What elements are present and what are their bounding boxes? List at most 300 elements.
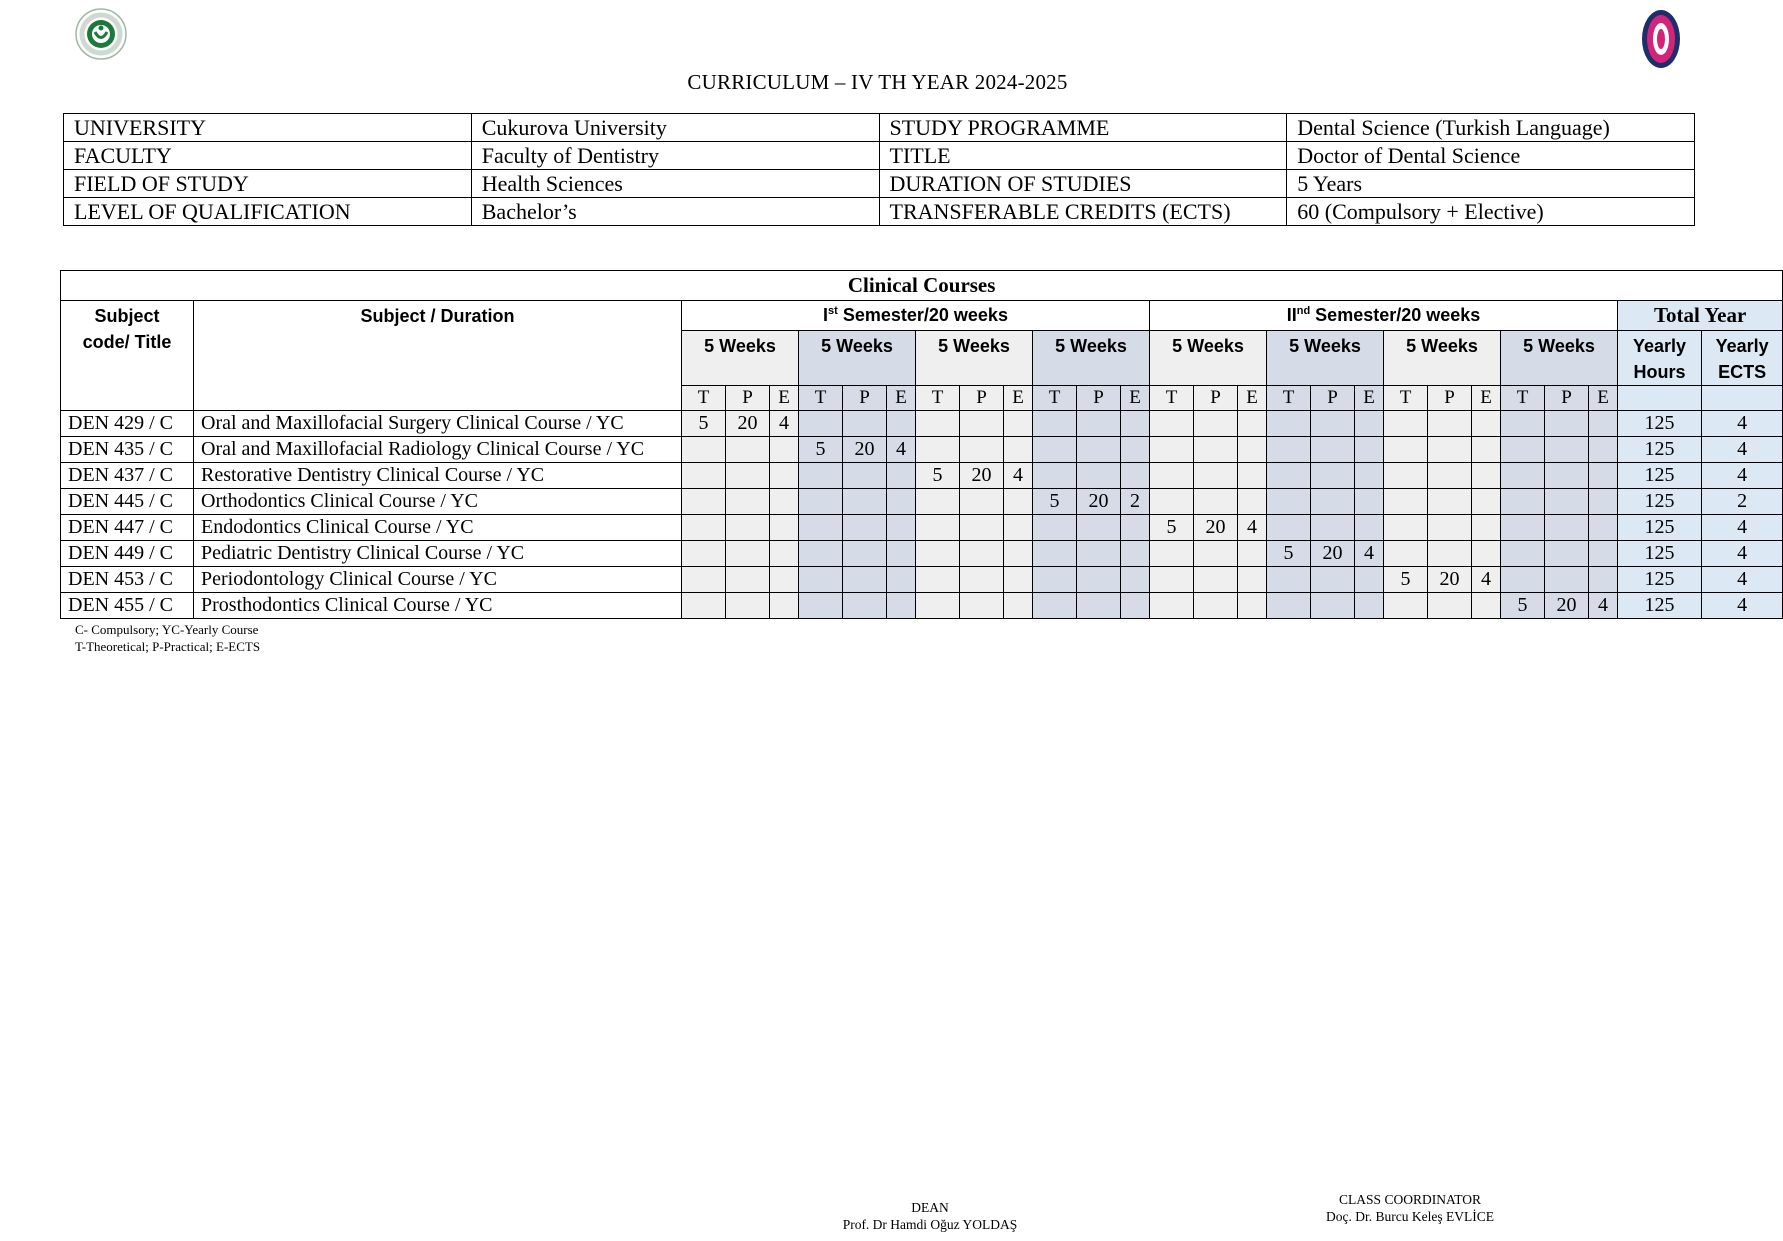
course-p-cell	[1428, 489, 1472, 515]
course-t-cell: 5	[1033, 489, 1077, 515]
tpe-header: P	[726, 386, 770, 411]
course-p-cell	[960, 489, 1004, 515]
course-p-cell	[1545, 489, 1589, 515]
weeks-block-header: 5 Weeks	[1384, 331, 1501, 386]
course-t-cell	[1033, 437, 1077, 463]
course-e-cell	[1121, 541, 1150, 567]
weeks-block-header: 5 Weeks	[799, 331, 916, 386]
course-p-cell	[1194, 489, 1238, 515]
weeks-block-header: 5 Weeks	[1150, 331, 1267, 386]
yearly-ects-cell: 4	[1702, 515, 1783, 541]
course-e-cell: 4	[1355, 541, 1384, 567]
course-t-cell	[1384, 515, 1428, 541]
course-p-cell	[1311, 593, 1355, 619]
tpe-header: P	[1428, 386, 1472, 411]
info-label: FIELD OF STUDY	[64, 170, 472, 198]
course-p-cell	[960, 593, 1004, 619]
course-t-cell	[1501, 411, 1545, 437]
weeks-block-header: 5 Weeks	[1501, 331, 1618, 386]
course-e-cell	[1238, 463, 1267, 489]
course-t-cell	[1267, 411, 1311, 437]
course-e-cell	[1589, 515, 1618, 541]
course-t-cell	[799, 463, 843, 489]
course-e-cell	[1004, 567, 1033, 593]
course-p-cell	[843, 489, 887, 515]
course-e-cell	[1004, 515, 1033, 541]
course-t-cell	[1267, 437, 1311, 463]
tpe-header: E	[770, 386, 799, 411]
tpe-header: E	[1355, 386, 1384, 411]
course-code: DEN 445 / C	[61, 489, 194, 515]
course-name: Oral and Maxillofacial Surgery Clinical Course / YC	[194, 411, 682, 437]
course-p-cell	[1545, 463, 1589, 489]
course-t-cell	[682, 437, 726, 463]
course-p-cell	[960, 567, 1004, 593]
course-p-cell	[1428, 411, 1472, 437]
course-p-cell	[726, 437, 770, 463]
course-p-cell	[1077, 541, 1121, 567]
course-e-cell	[887, 463, 916, 489]
course-p-cell	[843, 411, 887, 437]
course-e-cell	[770, 541, 799, 567]
program-info-table	[63, 113, 1695, 226]
course-t-cell	[1150, 593, 1194, 619]
course-p-cell	[726, 593, 770, 619]
course-p-cell	[1428, 463, 1472, 489]
yearly-ects-cell: 4	[1702, 463, 1783, 489]
info-label: TITLE	[879, 142, 1287, 170]
course-e-cell	[887, 489, 916, 515]
course-row	[61, 593, 1783, 619]
course-p-cell: 20	[1311, 541, 1355, 567]
tpe-header: E	[1589, 386, 1618, 411]
course-t-cell	[1267, 463, 1311, 489]
course-p-cell	[1077, 567, 1121, 593]
course-e-cell: 4	[1472, 567, 1501, 593]
course-p-cell	[960, 437, 1004, 463]
course-p-cell	[1428, 593, 1472, 619]
course-e-cell	[1472, 411, 1501, 437]
yearly-ects-cell: 4	[1702, 437, 1783, 463]
course-row	[61, 567, 1783, 593]
yearly-ects-cell: 4	[1702, 567, 1783, 593]
info-label: DURATION OF STUDIES	[879, 170, 1287, 198]
yearly-hours-cell: 125	[1618, 567, 1702, 593]
info-value: Faculty of Dentistry	[471, 142, 879, 170]
course-t-cell	[1267, 489, 1311, 515]
course-t-cell	[916, 411, 960, 437]
course-p-cell: 20	[1194, 515, 1238, 541]
course-t-cell	[1501, 489, 1545, 515]
course-t-cell	[1384, 463, 1428, 489]
tpe-header: E	[887, 386, 916, 411]
course-t-cell	[1267, 515, 1311, 541]
course-p-cell	[1194, 463, 1238, 489]
course-t-cell	[799, 541, 843, 567]
course-t-cell	[682, 593, 726, 619]
course-e-cell	[1121, 411, 1150, 437]
course-name: Pediatric Dentistry Clinical Course / YC	[194, 541, 682, 567]
course-p-cell: 20	[726, 411, 770, 437]
info-label: LEVEL OF QUALIFICATION	[64, 198, 472, 226]
legend-line-2: T-Theoretical; P-Practical; E-ECTS	[75, 639, 261, 654]
tpe-header: P	[1545, 386, 1589, 411]
course-p-cell: 20	[960, 463, 1004, 489]
course-p-cell: 20	[1545, 593, 1589, 619]
course-t-cell	[1033, 515, 1077, 541]
course-p-cell	[843, 541, 887, 567]
info-row	[64, 114, 1695, 142]
course-code: DEN 447 / C	[61, 515, 194, 541]
course-p-cell	[843, 567, 887, 593]
course-p-cell	[1194, 593, 1238, 619]
course-p-cell	[726, 567, 770, 593]
course-name: Orthodontics Clinical Course / YC	[194, 489, 682, 515]
tpe-header: E	[1121, 386, 1150, 411]
course-t-cell	[916, 515, 960, 541]
course-p-cell	[1311, 411, 1355, 437]
yearly-ects-cell: 2	[1702, 489, 1783, 515]
course-e-cell	[1121, 515, 1150, 541]
course-e-cell	[887, 515, 916, 541]
course-e-cell	[1004, 541, 1033, 567]
info-row	[64, 170, 1695, 198]
course-t-cell	[799, 411, 843, 437]
semester-2-header: IInd Semester/20 weeks	[1150, 301, 1618, 331]
legend-line-1: C- Compulsory; YC-Yearly Course	[75, 622, 259, 637]
course-e-cell	[1355, 593, 1384, 619]
tpe-header-blank	[1702, 386, 1783, 411]
course-e-cell	[1238, 437, 1267, 463]
tpe-header: E	[1238, 386, 1267, 411]
course-name: Restorative Dentistry Clinical Course / YC	[194, 463, 682, 489]
course-t-cell	[1384, 489, 1428, 515]
course-p-cell	[1428, 515, 1472, 541]
tpe-header: P	[1194, 386, 1238, 411]
course-e-cell	[770, 437, 799, 463]
tpe-header: T	[916, 386, 960, 411]
course-e-cell	[1004, 593, 1033, 619]
yearly-hours-cell: 125	[1618, 437, 1702, 463]
coordinator-role: CLASS COORDINATOR	[1339, 1192, 1481, 1207]
course-e-cell	[1589, 567, 1618, 593]
course-t-cell: 5	[682, 411, 726, 437]
subject-code-header: Subject code/ Title	[61, 301, 194, 411]
course-row	[61, 437, 1783, 463]
course-e-cell	[1355, 411, 1384, 437]
course-e-cell: 2	[1121, 489, 1150, 515]
course-e-cell	[1355, 489, 1384, 515]
course-e-cell	[1004, 437, 1033, 463]
course-t-cell	[916, 567, 960, 593]
course-e-cell	[1589, 463, 1618, 489]
course-e-cell	[1238, 411, 1267, 437]
course-t-cell: 5	[1501, 593, 1545, 619]
coordinator-name: Doç. Dr. Burcu Keleş EVLİCE	[1326, 1209, 1494, 1224]
course-row	[61, 411, 1783, 437]
info-label: FACULTY	[64, 142, 472, 170]
info-value: 60 (Compulsory + Elective)	[1287, 198, 1695, 226]
course-p-cell	[843, 593, 887, 619]
course-t-cell	[916, 489, 960, 515]
course-e-cell	[887, 567, 916, 593]
faculty-seal-logo	[1640, 8, 1682, 70]
course-t-cell	[1150, 567, 1194, 593]
course-t-cell	[916, 593, 960, 619]
course-t-cell: 5	[1267, 541, 1311, 567]
course-p-cell	[1077, 515, 1121, 541]
course-code: DEN 437 / C	[61, 463, 194, 489]
tpe-header: T	[1150, 386, 1194, 411]
course-p-cell	[726, 515, 770, 541]
course-e-cell	[1355, 463, 1384, 489]
course-e-cell	[887, 411, 916, 437]
tpe-header: E	[1004, 386, 1033, 411]
course-p-cell	[960, 515, 1004, 541]
course-e-cell	[1238, 541, 1267, 567]
course-e-cell	[770, 515, 799, 541]
course-t-cell	[1150, 463, 1194, 489]
course-code: DEN 449 / C	[61, 541, 194, 567]
yearly-hours-cell: 125	[1618, 541, 1702, 567]
course-t-cell	[1033, 567, 1077, 593]
course-e-cell	[1121, 463, 1150, 489]
course-p-cell	[726, 463, 770, 489]
course-t-cell	[1501, 437, 1545, 463]
course-p-cell	[843, 515, 887, 541]
course-p-cell	[1077, 437, 1121, 463]
course-p-cell	[1545, 567, 1589, 593]
course-t-cell	[682, 515, 726, 541]
course-t-cell	[1033, 593, 1077, 619]
course-p-cell	[1428, 437, 1472, 463]
tpe-header: P	[1311, 386, 1355, 411]
course-e-cell	[1589, 411, 1618, 437]
course-code: DEN 429 / C	[61, 411, 194, 437]
tpe-header-blank	[1618, 386, 1702, 411]
info-label: TRANSFERABLE CREDITS (ECTS)	[879, 198, 1287, 226]
course-t-cell	[1033, 541, 1077, 567]
total-year-header: Total Year	[1618, 301, 1783, 331]
course-p-cell	[1311, 567, 1355, 593]
course-e-cell	[770, 463, 799, 489]
course-t-cell	[1267, 567, 1311, 593]
course-p-cell	[1428, 541, 1472, 567]
course-p-cell	[1077, 593, 1121, 619]
info-value: 5 Years	[1287, 170, 1695, 198]
course-t-cell: 5	[1384, 567, 1428, 593]
tpe-header: T	[682, 386, 726, 411]
course-t-cell: 5	[916, 463, 960, 489]
course-code: DEN 453 / C	[61, 567, 194, 593]
course-row	[61, 515, 1783, 541]
course-e-cell	[770, 489, 799, 515]
dean-name: Prof. Dr Hamdi Oğuz YOLDAŞ	[842, 1217, 1018, 1232]
info-value: Cukurova University	[471, 114, 879, 142]
yearly-ects-cell: 4	[1702, 593, 1783, 619]
dean-role: DEAN	[911, 1200, 949, 1215]
yearly-ects-cell: 4	[1702, 541, 1783, 567]
course-name: Endodontics Clinical Course / YC	[194, 515, 682, 541]
course-t-cell	[1384, 411, 1428, 437]
tpe-header: T	[1267, 386, 1311, 411]
tpe-header: P	[1077, 386, 1121, 411]
course-name: Periodontology Clinical Course / YC	[194, 567, 682, 593]
course-e-cell: 4	[770, 411, 799, 437]
yearly-hours-cell: 125	[1618, 411, 1702, 437]
course-t-cell	[1267, 593, 1311, 619]
info-value: Doctor of Dental Science	[1287, 142, 1695, 170]
course-p-cell: 20	[1428, 567, 1472, 593]
legend	[75, 621, 260, 655]
weeks-block-header: 5 Weeks	[1267, 331, 1384, 386]
course-p-cell	[1077, 463, 1121, 489]
course-t-cell	[1501, 541, 1545, 567]
tpe-header: T	[1033, 386, 1077, 411]
course-p-cell	[1311, 489, 1355, 515]
dean-signature	[820, 1199, 1040, 1233]
course-e-cell	[1472, 437, 1501, 463]
course-p-cell	[960, 541, 1004, 567]
course-e-cell	[1004, 489, 1033, 515]
course-t-cell	[682, 463, 726, 489]
course-p-cell: 20	[843, 437, 887, 463]
course-e-cell	[1589, 489, 1618, 515]
course-t-cell	[1384, 437, 1428, 463]
course-e-cell	[1355, 515, 1384, 541]
weeks-block-header: 5 Weeks	[916, 331, 1033, 386]
course-e-cell	[1589, 541, 1618, 567]
course-t-cell	[682, 489, 726, 515]
course-t-cell	[682, 541, 726, 567]
clinical-courses-table	[60, 270, 1783, 619]
info-row	[64, 142, 1695, 170]
tpe-header: T	[799, 386, 843, 411]
course-t-cell	[1501, 515, 1545, 541]
course-e-cell	[1472, 541, 1501, 567]
course-p-cell	[1545, 411, 1589, 437]
course-p-cell	[960, 411, 1004, 437]
tpe-header: E	[1472, 386, 1501, 411]
course-e-cell	[1472, 463, 1501, 489]
course-e-cell	[1355, 567, 1384, 593]
tpe-header: P	[843, 386, 887, 411]
course-p-cell	[1311, 463, 1355, 489]
course-t-cell	[1150, 541, 1194, 567]
page-title: CURRICULUM – IV TH YEAR 2024-2025	[687, 70, 1068, 94]
course-t-cell	[799, 567, 843, 593]
info-row	[64, 198, 1695, 226]
course-t-cell	[1150, 437, 1194, 463]
info-label: STUDY PROGRAMME	[879, 114, 1287, 142]
course-name: Prosthodontics Clinical Course / YC	[194, 593, 682, 619]
course-p-cell	[726, 541, 770, 567]
course-p-cell	[1194, 411, 1238, 437]
course-p-cell	[1194, 541, 1238, 567]
course-e-cell	[887, 541, 916, 567]
course-t-cell	[1150, 489, 1194, 515]
course-e-cell	[1472, 489, 1501, 515]
course-t-cell	[1384, 593, 1428, 619]
course-t-cell	[799, 593, 843, 619]
yearly-hours-cell: 125	[1618, 489, 1702, 515]
tpe-header: T	[1384, 386, 1428, 411]
course-t-cell	[682, 567, 726, 593]
course-row	[61, 489, 1783, 515]
course-e-cell	[887, 593, 916, 619]
course-code: DEN 435 / C	[61, 437, 194, 463]
course-e-cell	[1355, 437, 1384, 463]
course-e-cell	[1121, 593, 1150, 619]
course-t-cell: 5	[799, 437, 843, 463]
course-p-cell	[726, 489, 770, 515]
course-e-cell	[1238, 567, 1267, 593]
info-value: Bachelor’s	[471, 198, 879, 226]
course-row	[61, 541, 1783, 567]
yearly-hours-header: Yearly Hours	[1618, 331, 1702, 386]
course-t-cell	[1150, 411, 1194, 437]
course-row	[61, 463, 1783, 489]
yearly-hours-cell: 125	[1618, 463, 1702, 489]
yearly-ects-header: Yearly ECTS	[1702, 331, 1783, 386]
course-p-cell	[1194, 437, 1238, 463]
course-t-cell	[1033, 411, 1077, 437]
course-e-cell	[1121, 567, 1150, 593]
course-e-cell: 4	[1004, 463, 1033, 489]
course-t-cell	[799, 489, 843, 515]
course-p-cell	[1545, 541, 1589, 567]
info-label: UNIVERSITY	[64, 114, 472, 142]
course-t-cell	[916, 541, 960, 567]
course-t-cell	[1384, 541, 1428, 567]
course-e-cell: 4	[1238, 515, 1267, 541]
course-t-cell	[799, 515, 843, 541]
course-e-cell	[770, 567, 799, 593]
tpe-header: T	[1501, 386, 1545, 411]
course-e-cell	[1472, 593, 1501, 619]
tpe-header: P	[960, 386, 1004, 411]
info-value: Health Sciences	[471, 170, 879, 198]
course-e-cell	[1589, 437, 1618, 463]
course-e-cell	[1004, 411, 1033, 437]
course-e-cell: 4	[887, 437, 916, 463]
course-t-cell	[1033, 463, 1077, 489]
course-t-cell	[916, 437, 960, 463]
course-t-cell	[1501, 567, 1545, 593]
course-t-cell	[1501, 463, 1545, 489]
course-e-cell	[1121, 437, 1150, 463]
course-e-cell	[1238, 489, 1267, 515]
course-p-cell	[1194, 567, 1238, 593]
course-p-cell	[1311, 515, 1355, 541]
yearly-hours-cell: 125	[1618, 515, 1702, 541]
semester-1-header: Ist Semester/20 weeks	[682, 301, 1150, 331]
university-seal-logo	[74, 7, 128, 61]
table-caption: Clinical Courses	[61, 271, 1783, 301]
subject-duration-header: Subject / Duration	[194, 301, 682, 411]
info-value: Dental Science (Turkish Language)	[1287, 114, 1695, 142]
weeks-block-header: 5 Weeks	[682, 331, 799, 386]
course-code: DEN 455 / C	[61, 593, 194, 619]
course-p-cell	[1311, 437, 1355, 463]
course-t-cell: 5	[1150, 515, 1194, 541]
course-e-cell: 4	[1589, 593, 1618, 619]
coordinator-signature	[1280, 1191, 1540, 1225]
course-p-cell	[1545, 437, 1589, 463]
yearly-hours-cell: 125	[1618, 593, 1702, 619]
weeks-block-header: 5 Weeks	[1033, 331, 1150, 386]
course-p-cell	[1545, 515, 1589, 541]
